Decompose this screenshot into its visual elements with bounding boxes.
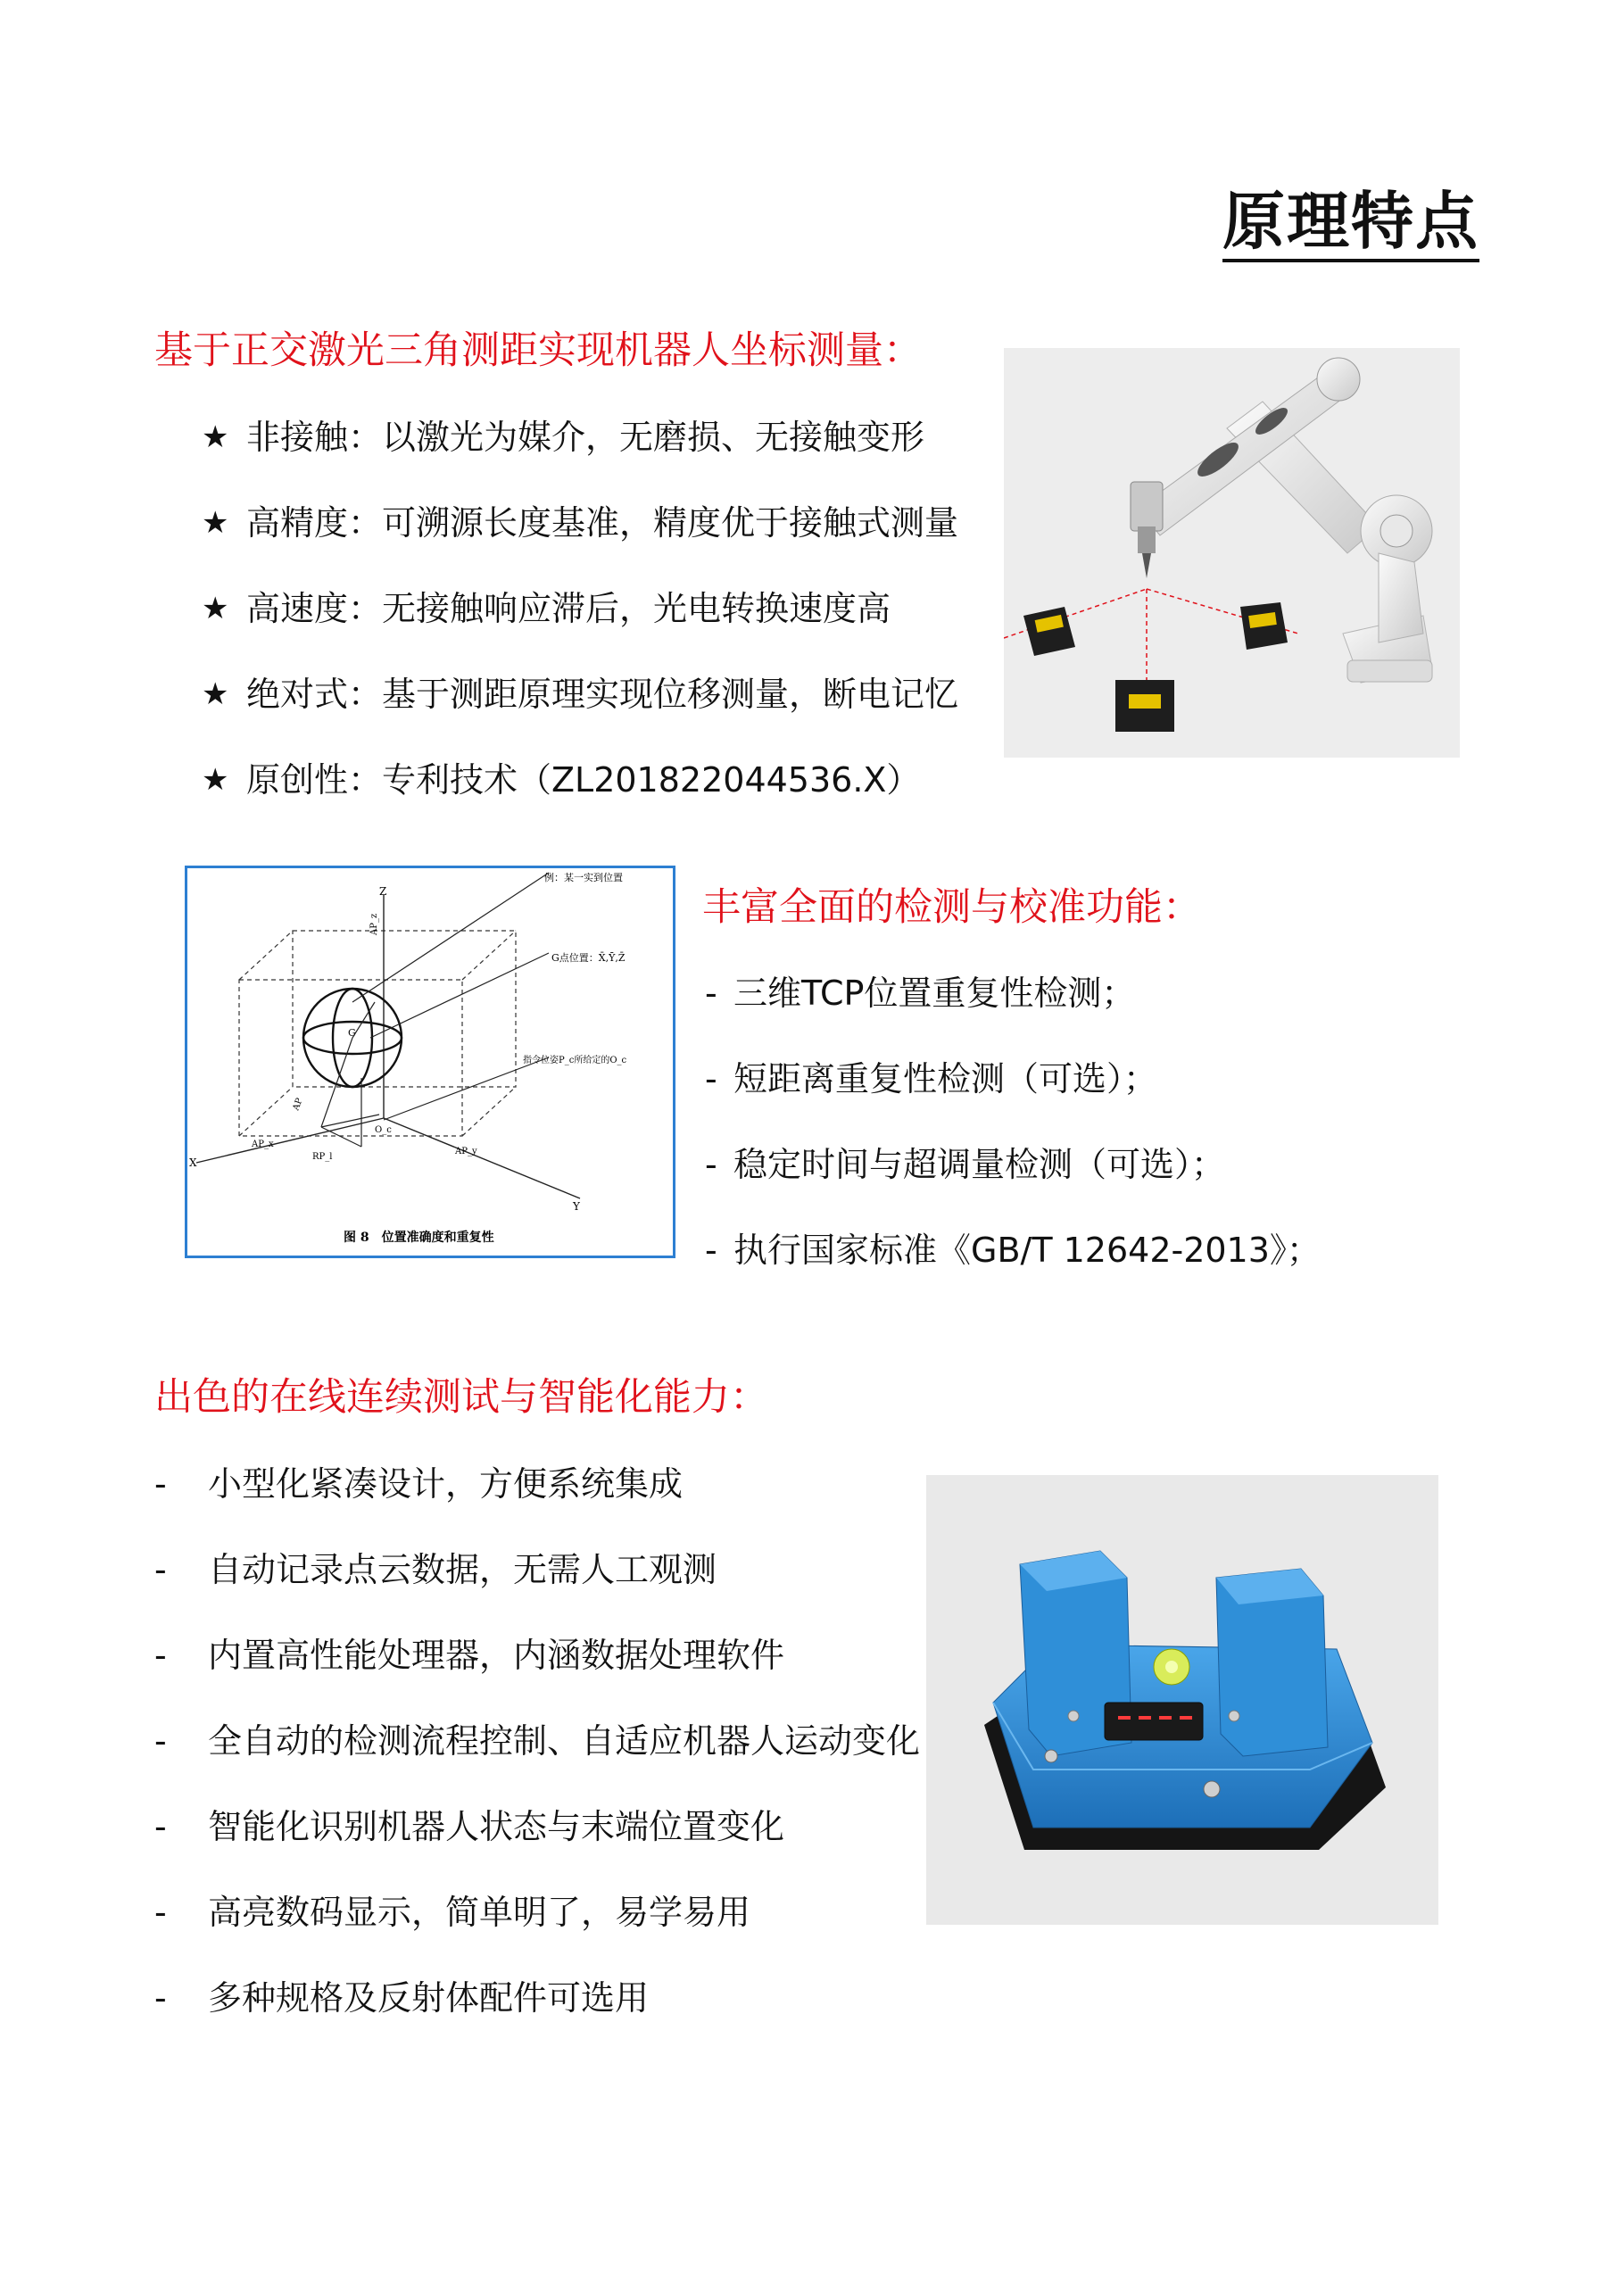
list-item-text: 绝对式：基于测距原理实现位移测量，断电记忆: [246, 675, 959, 714]
list-item-text: 原创性：专利技术（ZL201822044536.X）: [246, 760, 921, 800]
point-g-label: G: [348, 1027, 356, 1039]
section1-heading: 基于正交激光三角测距实现机器人坐标测量：: [154, 328, 922, 373]
dash-bullet: -: [154, 1464, 167, 1504]
dash-bullet: -: [154, 1893, 167, 1932]
list-item: [154, 1784, 920, 1869]
dash-bullet: -: [705, 1145, 717, 1184]
label-apz: AP_z: [369, 913, 379, 935]
list-item-text: 高速度：无接触响应滞后，光电转换速度高: [246, 589, 891, 628]
list-item: [154, 1955, 920, 2041]
label-apx: AP_x: [252, 1140, 274, 1149]
label-apy: AP_y: [455, 1147, 477, 1156]
dash-bullet: -: [154, 1636, 167, 1675]
list-item: [202, 566, 958, 651]
list-item-text: 小型化紧凑设计，方便系统集成: [208, 1464, 684, 1504]
page-title: 原理特点: [1222, 189, 1479, 262]
star-icon: ★: [202, 762, 229, 798]
section2-heading: 丰富全面的检测与校准功能：: [702, 885, 1201, 930]
list-item: [154, 1869, 920, 1955]
list-item: [202, 651, 958, 737]
list-item: [154, 1612, 920, 1698]
list-item-text: 短距离重复性检测（可选）；: [733, 1059, 1158, 1098]
figure-caption: 图 8 位置准确度和重复性: [344, 1231, 494, 1245]
list-item: [154, 1698, 920, 1784]
list-item-text: 自动记录点云数据，无需人工观测: [208, 1550, 717, 1589]
list-item-text: 执行国家标准《GB/T 12642-2013》；: [733, 1231, 1321, 1270]
axis-x-label: X: [189, 1156, 197, 1169]
list-item-text: 高精度：可溯源长度基准，精度优于接触式测量: [246, 503, 959, 543]
section3-list: [154, 1441, 920, 2041]
callout-command-position: 指令位姿P_c所给定的O_c: [523, 1056, 627, 1065]
list-item-text: 非接触：以激光为媒介，无磨损、无接触变形: [246, 418, 925, 457]
dash-bullet: -: [154, 1721, 167, 1761]
list-item: [154, 1441, 920, 1527]
dash-bullet: -: [154, 1807, 167, 1846]
dash-bullet: -: [705, 1059, 717, 1098]
list-item-text: 全自动的检测流程控制、自适应机器人运动变化: [208, 1721, 921, 1761]
dash-bullet: -: [705, 974, 717, 1013]
section3-heading: 出色的在线连续测试与智能化能力：: [154, 1375, 768, 1420]
star-icon: ★: [202, 676, 229, 712]
list-item: [705, 1122, 1321, 1207]
star-icon: ★: [202, 419, 229, 455]
laser-sensor-bottom: [1115, 680, 1174, 732]
dash-bullet: -: [154, 1550, 167, 1589]
axis-y-label: Y: [573, 1200, 580, 1213]
laser-sensor-left: [1023, 607, 1075, 656]
list-item-text: 智能化识别机器人状态与末端位置变化: [208, 1807, 785, 1846]
axis-z-label: Z: [379, 885, 387, 898]
callout-actual-position: 例：某一实到位置: [544, 872, 623, 883]
laser-sensor-right: [1240, 602, 1288, 650]
measurement-device-illustration: [926, 1475, 1438, 1925]
label-rp: RP_l: [312, 1152, 333, 1162]
position-accuracy-figure: [185, 866, 675, 1258]
list-item: [705, 1207, 1321, 1293]
list-item-text: 多种规格及反射体配件可选用: [208, 1978, 650, 2018]
robot-arm-photo: [1004, 348, 1460, 758]
star-icon: ★: [202, 505, 229, 541]
label-oc: O_c: [375, 1125, 392, 1135]
dash-bullet: -: [705, 1231, 717, 1270]
position-accuracy-diagram: [187, 868, 673, 1256]
list-item: [202, 394, 958, 480]
list-item-text: 高亮数码显示，简单明了，易学易用: [208, 1893, 751, 1932]
list-item-text: 稳定时间与超调量检测（可选）；: [733, 1145, 1226, 1184]
list-item: [705, 950, 1321, 1036]
list-item-text: 内置高性能处理器，内涵数据处理软件: [208, 1636, 785, 1675]
list-item: [154, 1527, 920, 1612]
callout-g-position: G点位置：X̄,Ȳ,Z̄: [551, 952, 626, 964]
list-item: [202, 737, 958, 823]
device-photo: [926, 1475, 1438, 1925]
star-icon: ★: [202, 591, 229, 626]
section1-list: [202, 394, 958, 823]
list-item: [202, 480, 958, 566]
label-ap: AP: [291, 1097, 305, 1113]
dash-bullet: -: [154, 1978, 167, 2018]
robot-arm-illustration: [1004, 348, 1460, 758]
section2-list: [705, 950, 1321, 1293]
list-item-text: 三维TCP位置重复性检测；: [733, 974, 1136, 1013]
list-item: [705, 1036, 1321, 1122]
